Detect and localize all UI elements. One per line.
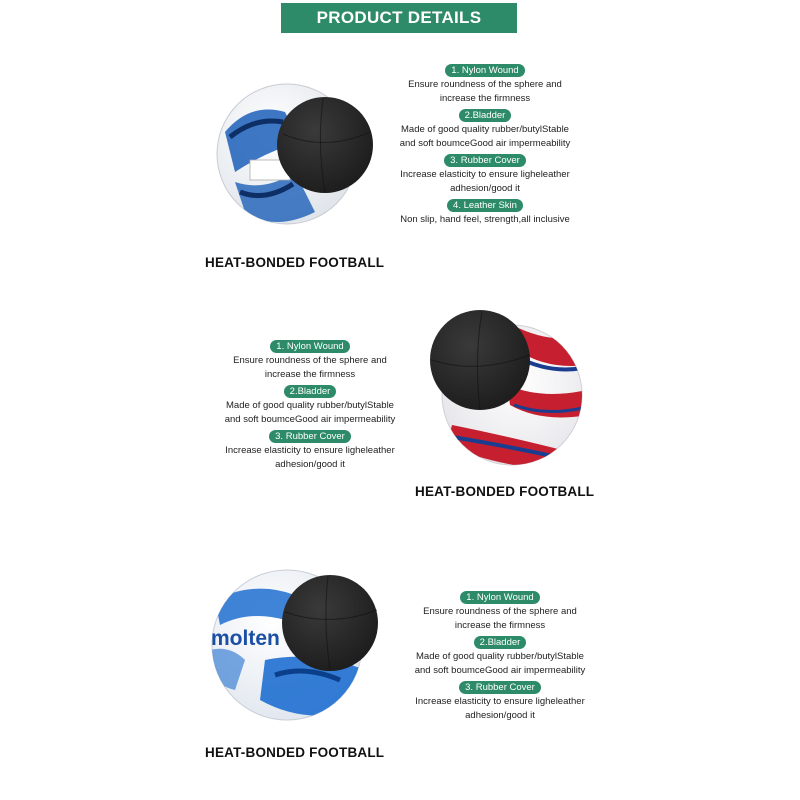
product-section-2 xyxy=(0,300,800,510)
feature-item xyxy=(215,336,405,381)
feature-item xyxy=(390,195,580,227)
feature-list-3 xyxy=(405,587,595,722)
feature-label: 1. Nylon Wound xyxy=(270,340,349,353)
feature-label: 2.Bladder xyxy=(459,109,512,122)
feature-label: 2.Bladder xyxy=(284,385,337,398)
feature-item xyxy=(405,632,595,677)
feature-label: 3. Rubber Cover xyxy=(444,154,526,167)
product-caption-2: HEAT-BONDED FOOTBALL xyxy=(415,484,595,499)
feature-item xyxy=(390,60,580,105)
product-section-1 xyxy=(0,0,800,275)
product-section-3 xyxy=(0,555,800,770)
football-image-2 xyxy=(422,305,587,470)
feature-description: adhesion/good it xyxy=(450,182,520,194)
feature-description: and soft boumceGood air impermeability xyxy=(399,137,571,149)
football-image-1 xyxy=(205,72,380,232)
feature-item xyxy=(390,150,580,195)
feature-description: and soft boumceGood air impermeability xyxy=(224,413,396,425)
feature-list-2 xyxy=(215,336,405,471)
product-caption-3: HEAT-BONDED FOOTBALL xyxy=(205,745,385,760)
feature-list-1 xyxy=(390,60,580,227)
feature-description: increase the firmness xyxy=(264,368,356,380)
feature-label: 4. Leather Skin xyxy=(447,199,523,212)
feature-label: 3. Rubber Cover xyxy=(459,681,541,694)
feature-item xyxy=(215,426,405,471)
feature-label: 2.Bladder xyxy=(474,636,527,649)
feature-label: 3. Rubber Cover xyxy=(269,430,351,443)
ball-brand-logo: molten xyxy=(211,627,280,650)
feature-description: Non slip, hand feel, strength,all inclusive xyxy=(400,214,570,225)
feature-description: Increase elasticity to ensure ligheleather xyxy=(225,445,395,456)
feature-description: increase the firmness xyxy=(454,619,546,631)
feature-description: Made of good quality rubber/butylStable xyxy=(416,651,584,662)
feature-description: adhesion/good it xyxy=(275,458,345,470)
feature-description: Ensure roundness of the sphere and xyxy=(423,606,577,617)
feature-item xyxy=(405,587,595,632)
feature-label: 1. Nylon Wound xyxy=(445,64,524,77)
feature-description: Increase elasticity to ensure ligheleather xyxy=(415,696,585,707)
feature-description: Ensure roundness of the sphere and xyxy=(233,355,387,366)
page-title: PRODUCT DETAILS xyxy=(281,3,517,33)
feature-description: Made of good quality rubber/butylStable xyxy=(401,124,569,135)
football-image-3 xyxy=(205,560,380,725)
feature-description: Increase elasticity to ensure ligheleather xyxy=(400,169,570,180)
feature-description: and soft boumceGood air impermeability xyxy=(414,664,586,676)
feature-description: Ensure roundness of the sphere and xyxy=(408,79,562,90)
product-caption-1: HEAT-BONDED FOOTBALL xyxy=(205,255,385,270)
feature-description: increase the firmness xyxy=(439,92,531,104)
feature-description: adhesion/good it xyxy=(465,709,535,721)
feature-item xyxy=(390,105,580,150)
feature-item xyxy=(405,677,595,722)
feature-label: 1. Nylon Wound xyxy=(460,591,539,604)
feature-description: Made of good quality rubber/butylStable xyxy=(226,400,394,411)
feature-item xyxy=(215,381,405,426)
